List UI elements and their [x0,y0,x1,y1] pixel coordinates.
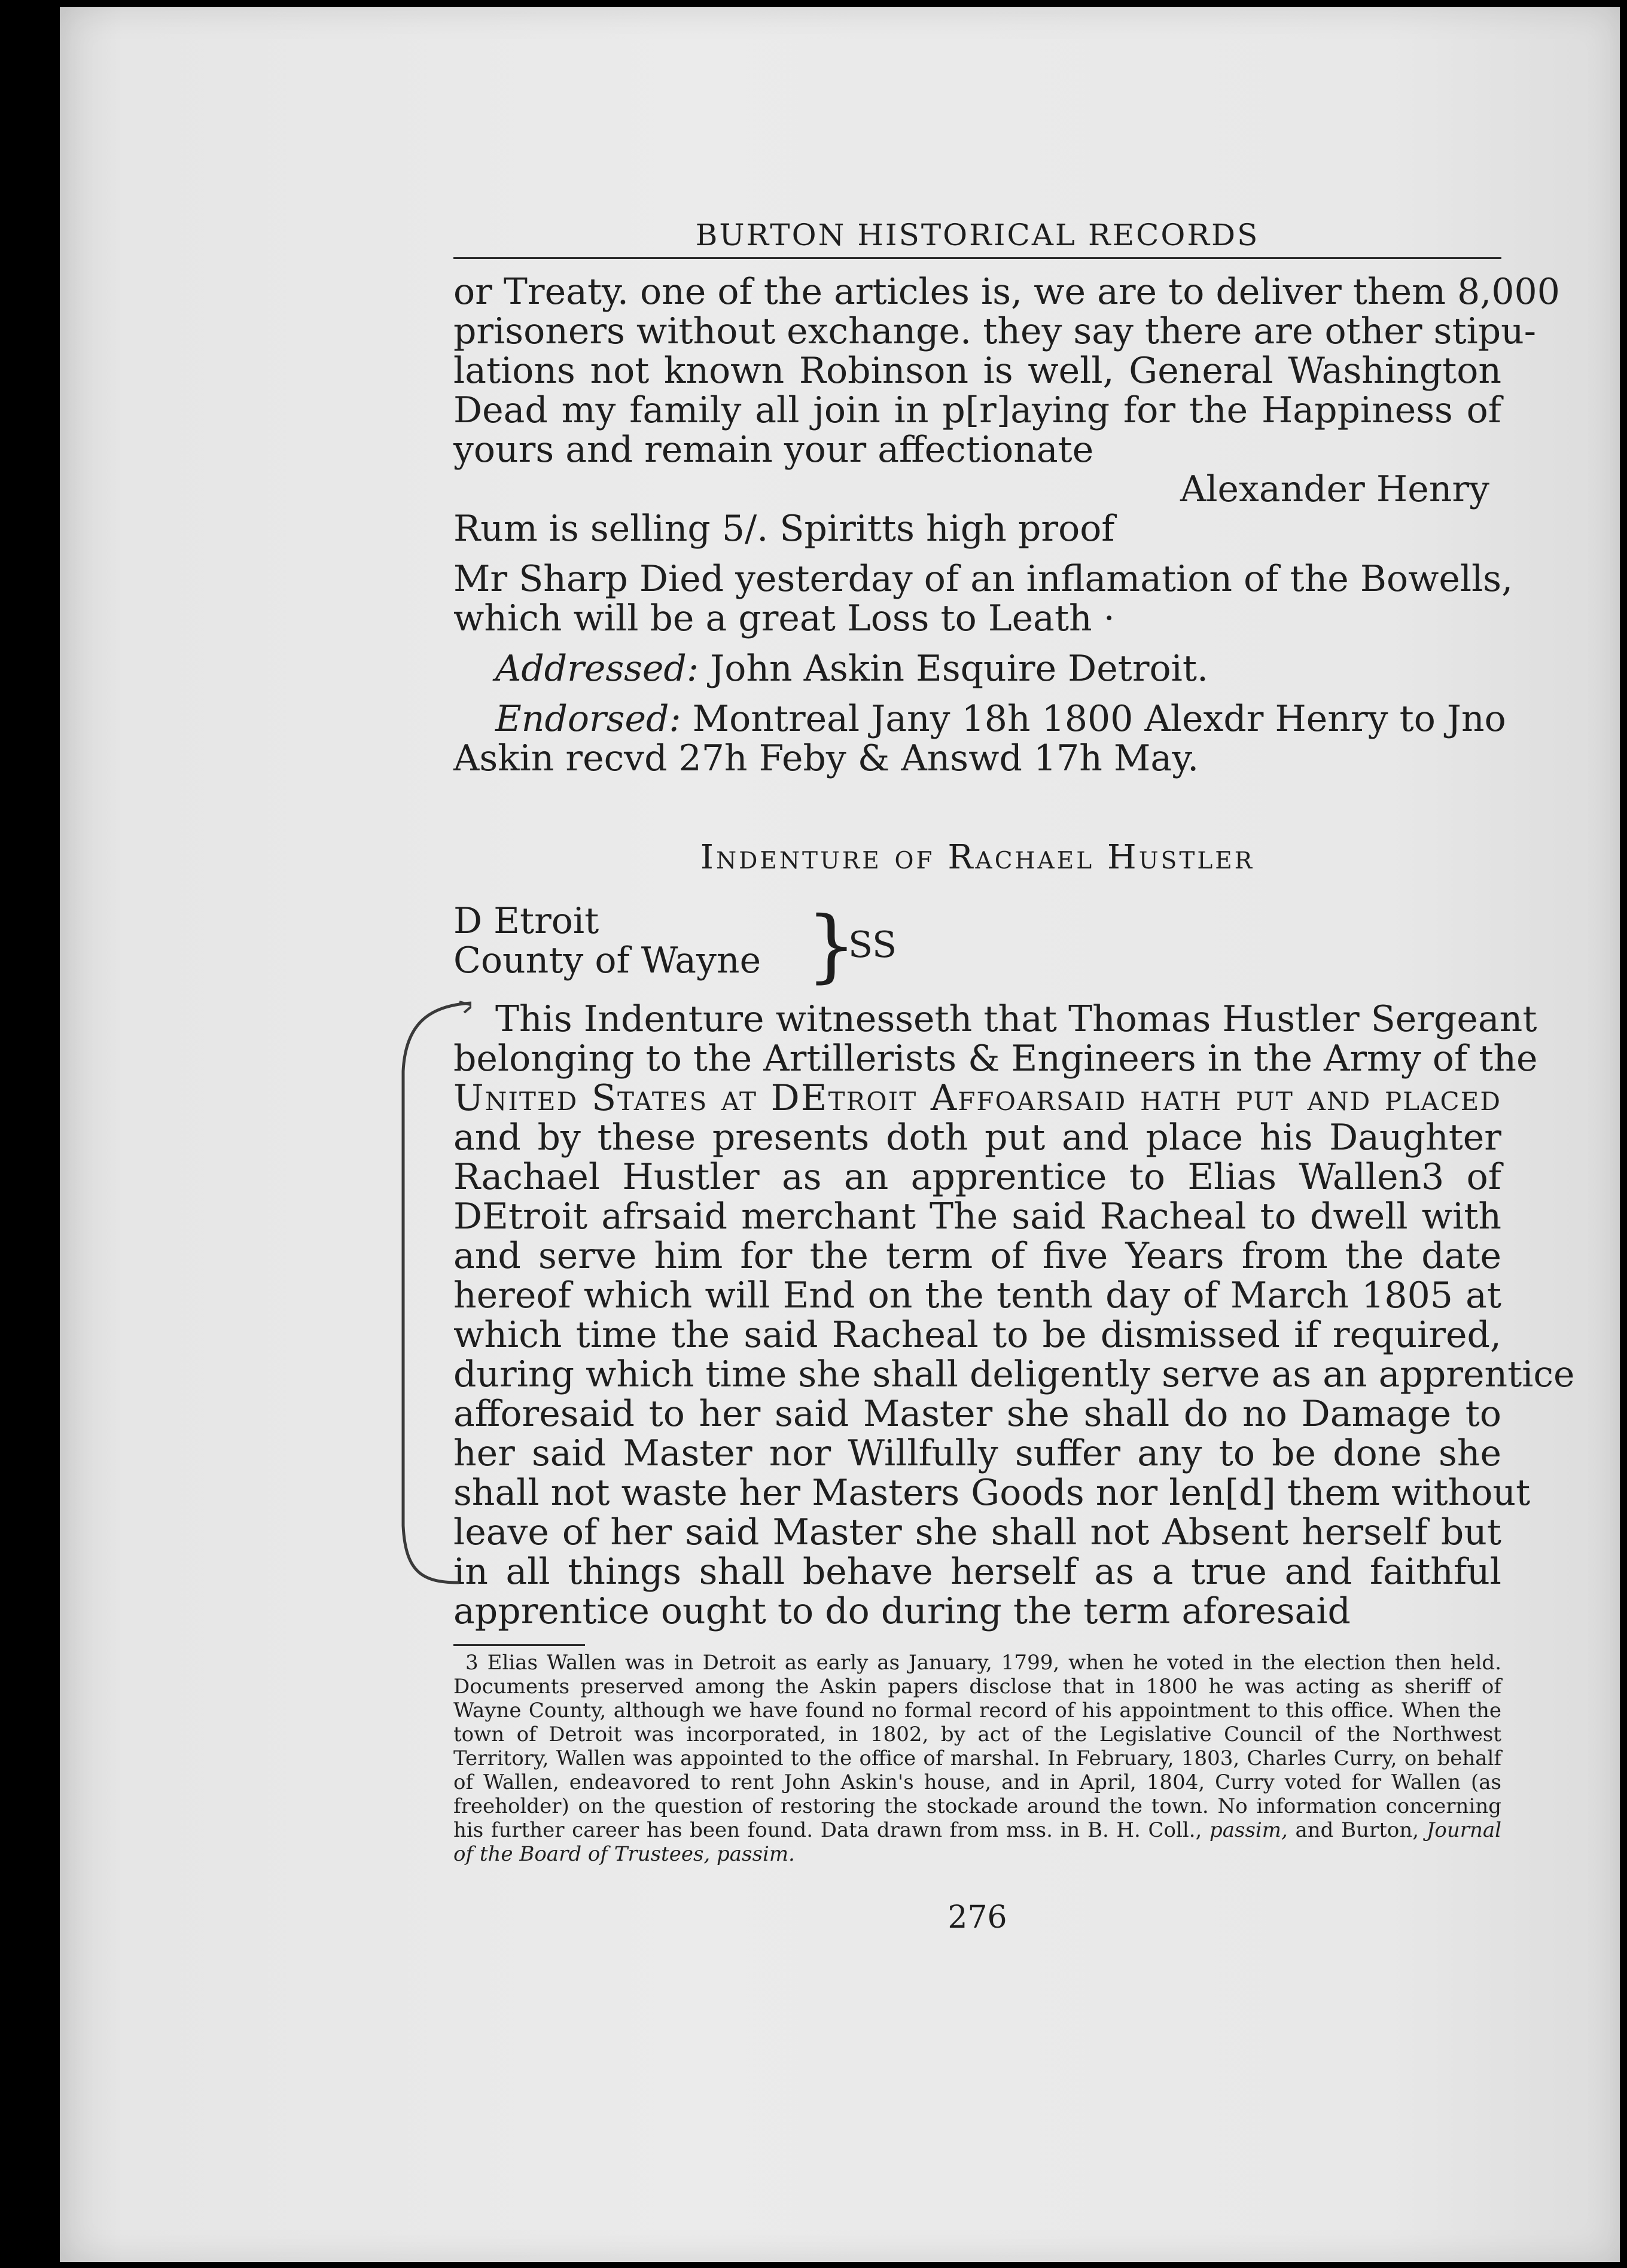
footnote-and-burton: and Burton, [1295,1818,1419,1842]
footnote-rule [453,1644,585,1646]
indenture-line: shall not waste her Masters Goods nor len[d] them without [453,1472,1531,1514]
addressed-line [453,649,1501,688]
venue-line: D Etroit [453,900,599,942]
section-title: Indenture of Rachael Hustler [700,838,1255,877]
indenture-line: This Indenture witnesseth that Thomas Hustler Sergeant [495,998,1537,1040]
venue-caption [453,900,1501,992]
postscript-rum: Rum is selling 5/. Spiritts high proof [453,508,1115,550]
signature: Alexander Henry [1180,468,1489,510]
book-page [60,7,1620,2262]
venue-ss: SS [848,924,897,966]
venue-line: County of Wayne [453,940,761,981]
addressed-label: Addressed: [495,648,699,690]
postscript-sharp-line: Mr Sharp Died yesterday of an inflamation of the Bowells, [453,558,1513,600]
handwritten-bracket-mark [382,999,471,1615]
endorsed-line: Askin recvd 27h Feby & Answd 17h May. [453,737,1199,779]
indenture-line: DEtroit afrsaid merchant The said Racheal to dwell with [453,1196,1501,1237]
indenture-line: during which time she shall deligently serve as an apprentice [453,1354,1575,1395]
page-content [453,217,1575,1935]
indenture-line: in all things shall behave herself as a true and faithful [453,1551,1501,1593]
footnote-journal: Journal of the Board of Trustees, passim. [453,1818,1502,1866]
indenture-line: afforesaid to her said Master she shall do no Damage to [453,1393,1501,1435]
letter-line: lations not known Robinson is well, General Washington [453,350,1501,392]
addressed-text: John Askin Esquire Detroit. [710,648,1209,690]
letter-closing [453,271,1560,471]
brace-glyph: } [806,900,857,992]
postscript-sharp-line: which will be a great Loss to Leath · [453,598,1115,639]
running-head: BURTON HISTORICAL RECORDS [453,217,1501,259]
indenture-line: leave of her said Master she shall not Absent herself but [453,1511,1501,1553]
endorsed-line [453,698,1506,740]
indenture-line: apprentice ought to do during the term aforesaid [453,1590,1351,1632]
indenture-line: belonging to the Artillerists & Engineers in the Army of the [453,1038,1538,1080]
indenture-line: and by these presents doth put and place his Daughter [453,1117,1501,1159]
letter-line: or Treaty. one of the articles is, we are to deliver them 8,000 [453,271,1560,313]
letter-line: Dead my family all join in p[r]aying for the Happiness of [453,389,1501,431]
letter-line: prisoners without exchange. they say there are other stipu- [453,310,1537,352]
body-text [453,271,1575,1632]
letter-line: yours and remain your affectionate [453,429,1094,471]
indenture-line: hereof which will End on the tenth day of March 1805 at [453,1275,1501,1316]
indenture-line: and serve him for the term of five Years from the date [453,1235,1501,1277]
endorsed-label: Endorsed: [495,698,681,740]
footnote-text: Elias Wallen was in Detroit as early as January, 1799, when he voted in the election then held. Documents preserved among the Askin papers disclose that in 1800 he was acting as sheriff of Wayne County, although we have found no formal record of his appointment to this office. When the town of Detroit was incorporated, in 1802, by act of the Legislative Council of the Northwest Territory, Wallen was appointed to the office of marshal. In February, 1803, Charles Curry, on behalf of Wallen, endeavored to rent John Askin's house, and in April, 1804, Curry voted for Wallen (as freeholder) on the question of restoring the stockade around the town. No information concerning his further career has been found. Data drawn from mss. in B. H. Coll., [453,1651,1502,1842]
footnote-number: 3 [465,1651,479,1675]
footnote [453,1651,1501,1866]
indenture-line: United States at DEtroit Affoarsaid hath put and placed [453,1077,1501,1119]
page-number: 276 [947,1900,1007,1935]
indenture-line: her said Master nor Willfully suffer any to be done she [453,1432,1501,1474]
indenture-line: Rachael Hustler as an apprentice to Elias Wallen3 of [453,1156,1501,1198]
indenture-line: which time the said Racheal to be dismissed if required, [453,1314,1501,1356]
footnote-passim: passim, [1209,1818,1288,1842]
indenture-text [453,998,1575,1632]
endorsed-text: Montreal Jany 18h 1800 Alexdr Henry to Jno [692,698,1506,740]
